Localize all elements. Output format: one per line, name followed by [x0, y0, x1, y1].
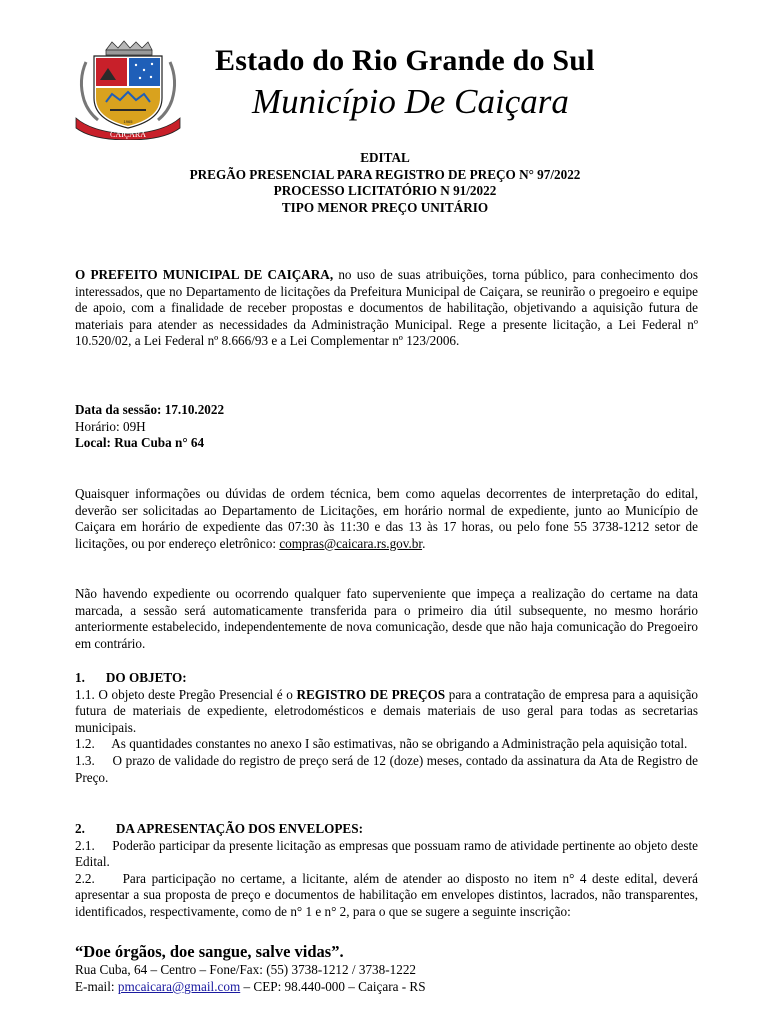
info-text: Quaisquer informações ou dúvidas de ordem técnica, bem como aquelas decorrentes de interpretação do edital, deverão ser solicitadas ao Departamento de Licitações, em horário normal de expediente, junto ao Município de Caiçara em horário de expediente das 07:30 às 11:30 e das 13 às 17 horas, ou pelo fone 55 3738-1212 setor de licitações, ou por endereço eletrônico:: [75, 486, 698, 551]
session-date: Data da sessão: 17.10.2022: [75, 402, 225, 417]
intro-text: no uso de suas atribuições, torna público, para conhecimento dos interessados, que no Departamento de licitações da Prefeitura Municipal de Caiçara, se reunirão o pregoeiro e equipe de apoio, com a finalidade de receber propostas e documentos de habilitação, objetivando a aquisição futura de materiais para atender as necessidades da Administração Municipal. Rege a presente licitação, a Lei Federal nº 10.520/02, a Lei Federal nº 8.666/93 e a Lei Complementar nº 123/2006.: [75, 267, 698, 349]
footer-address: Rua Cuba, 64 – Centro – Fone/Fax: (55) 3738-1212 / 3738-1222: [75, 962, 417, 977]
footer-email-line: [75, 979, 426, 995]
municipality-heading: Município De Caiçara: [252, 82, 569, 121]
footer-email-link[interactable]: pmcaicara@gmail.com: [117, 979, 241, 994]
crest-ribbon-text: CAIÇARA: [109, 130, 147, 139]
footer-slogan: “Doe órgãos, doe sangue, salve vidas”.: [75, 942, 344, 961]
session-time: Horário: 09H: [75, 418, 146, 434]
section1-title: DO OBJETO:: [105, 670, 187, 685]
intro-lead: O PREFEITO MUNICIPAL DE CAIÇARA,: [75, 267, 334, 282]
info-email-link[interactable]: compras@caicara.rs.gov.br: [279, 535, 423, 551]
info-tail: .: [422, 535, 426, 551]
pregao-title: PREGÃO PRESENCIAL PARA REGISTRO DE PREÇO N° 97/2022: [189, 166, 581, 182]
section-objeto: [75, 670, 698, 786]
footer-email-label: E-mail:: [75, 979, 118, 994]
info-paragraph: [75, 486, 698, 552]
crest-date: 1965: [123, 119, 133, 124]
no-session-paragraph: [75, 586, 698, 652]
item-1-1-bold: REGISTRO DE PREÇOS: [296, 686, 446, 702]
no-session-text: Não havendo expediente ou ocorrendo qualquer fato superveniente que impeça a realização do certame na data marcada, a sessão será automaticamente transferida para o primeiro dia útil subsequente, no mesmo horário anteriormente estabelecido, independentemente de nova comunicação, desde que não haja comunicação do Pregoeiro em contrário.: [75, 586, 698, 651]
section2-title: DA APRESENTAÇÃO DOS ENVELOPES:: [115, 821, 363, 836]
section1-number: 1.: [75, 670, 85, 685]
section-envelopes: [75, 821, 698, 921]
edital-title: EDITAL: [360, 150, 410, 165]
section2-number: 2.: [75, 821, 85, 836]
section1-item-1: [75, 687, 698, 737]
municipal-crest-logo: [72, 40, 184, 140]
footer-email-tail: – CEP: 98.440-000 – Caiçara - RS: [240, 979, 426, 994]
session-details: [75, 402, 698, 452]
section2-heading: [75, 821, 698, 838]
section2-item-1: 2.1. Poderão participar da presente licitação as empresas que possuam ramo de atividade pertinente ao objeto deste Edital.: [75, 837, 698, 870]
state-heading: Estado do Rio Grande do Sul: [215, 44, 595, 77]
section2-item-2: 2.2. Para participação no certame, a licitante, além de atender ao disposto no item n° 4 deste edital, deverá apresentar a sua proposta de preço e documentos de habilitação em envelopes distintos, lacrados, não transparentes, identificados, respectivamente, como de n° 1 e n° 2, para o que se sugere a seguinte inscrição:: [75, 870, 698, 919]
document-titles: [0, 150, 770, 216]
processo-title: PROCESSO LICITATÓRIO N 91/2022: [273, 183, 497, 198]
section1-item-2: 1.2. As quantidades constantes no anexo I são estimativas, não se obrigando a Administração pela aquisição total.: [75, 736, 688, 752]
section1-item-3: 1.3. O prazo de validade do registro de preço será de 12 (doze) meses, contado da assinatura da Ata de Registro de Preço.: [75, 752, 698, 785]
tipo-title: TIPO MENOR PREÇO UNITÁRIO: [281, 199, 489, 215]
session-place: Local: Rua Cuba n° 64: [75, 435, 205, 451]
item-1-1-post: para a contratação de empresa para a aquisição futura de materiais de expediente, eletrodomésticos e demais materiais de uso geral para todas as secretarias municipais.: [75, 686, 699, 735]
intro-paragraph: [75, 267, 698, 350]
item-1-1-pre: 1.1. O objeto deste Pregão Presencial é o: [75, 686, 297, 702]
section1-heading: [75, 670, 698, 687]
